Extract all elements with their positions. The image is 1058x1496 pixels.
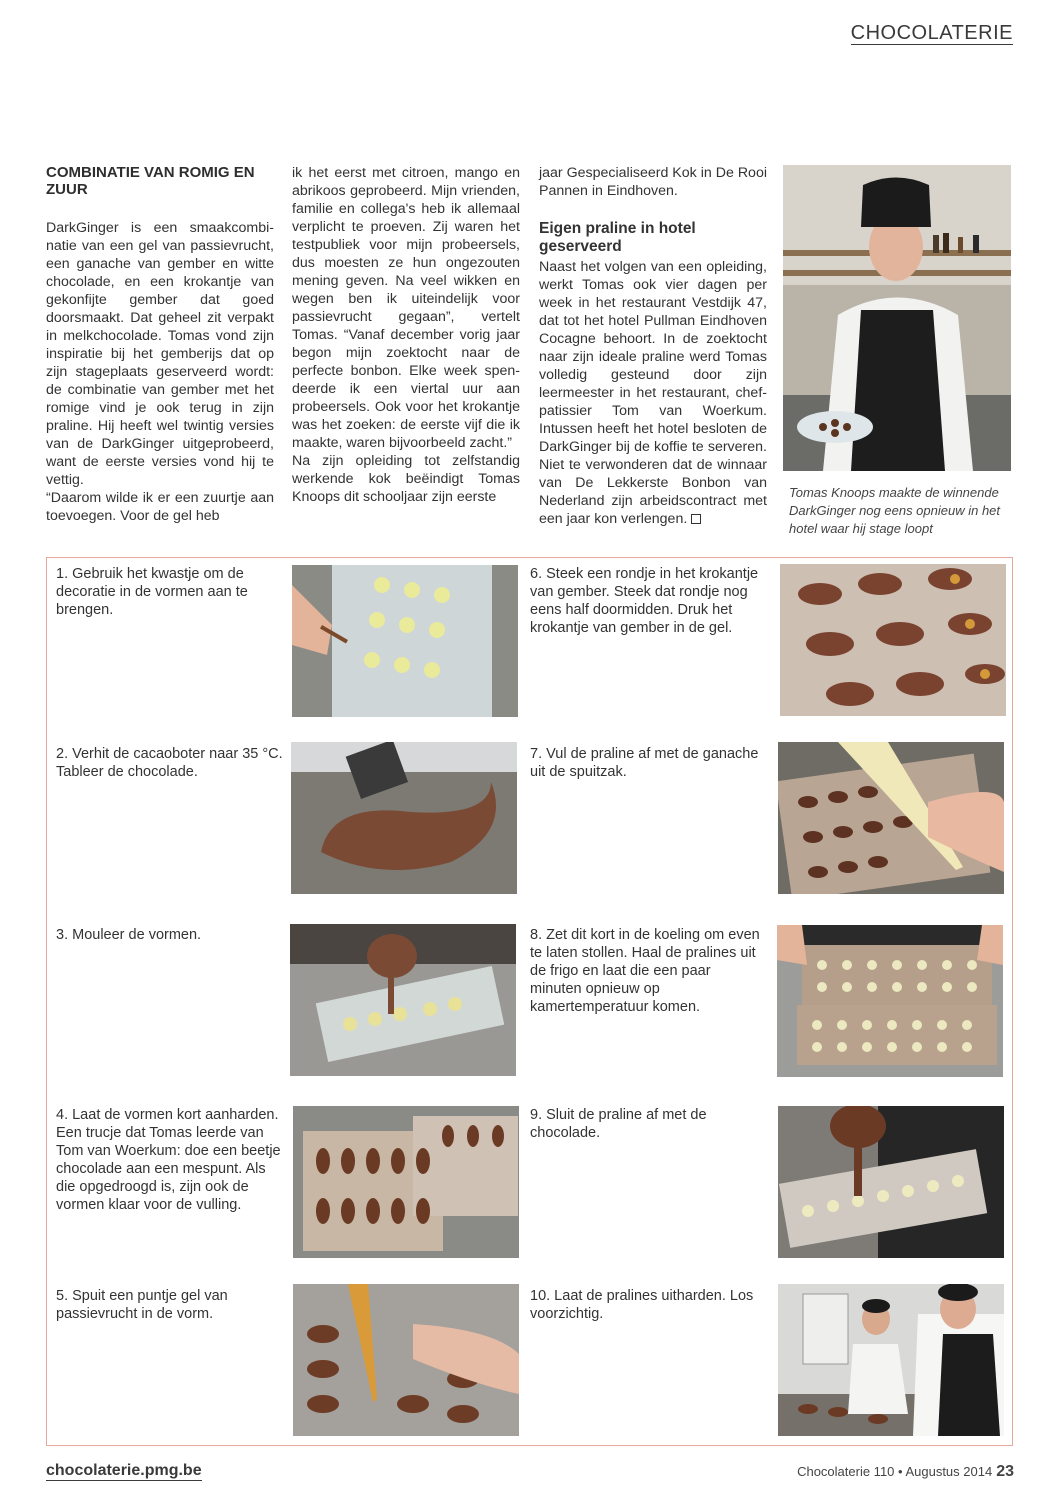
chef-portrait-photo <box>783 165 1011 471</box>
step-10-photo <box>778 1284 1004 1436</box>
step-9-photo <box>778 1106 1004 1258</box>
footer-website-link[interactable]: chocolaterie.pmg.be <box>46 1462 202 1479</box>
step-10-text: 10. Laat de pralines uitharden. Los voorzichtig. <box>530 1288 754 1322</box>
step-9-text: 9. Sluit de praline af met de chocolade. <box>530 1107 707 1141</box>
article-heading: COMBINATIE VAN ROMIG EN ZUUR <box>46 164 255 198</box>
article-paragraph: jaar Gespecialiseerd Kok in De Rooi Pannen in Eindhoven. <box>539 165 767 199</box>
step-2-text: 2. Verhit de cacaoboter naar 35 °C. Tableer de chocolade. <box>56 746 283 780</box>
step-1-photo <box>292 565 518 717</box>
step-7-photo <box>778 742 1004 894</box>
footer-issue-info <box>797 1463 1014 1481</box>
step-5-photo <box>293 1284 519 1436</box>
article-paragraph: ik het eerst met citroen, mango en abrikoos geprobeerd. Mijn vrienden, familie en collega's heb ik allemaal verplicht te proeven. Zij waren het testpubliek voor mijn probeersels, dus moesten ze hun ongezouten mening geven. Na veel wikken en wegen ben ik uiteindelijk voor passievrucht gegaan”, vertelt Tomas. “Vanaf december vorig jaar begon mijn zoektocht naar de perfecte bonbon. Elke week spendeerde ik een viertal uur aan probeersels. Ook voor het krokantje was het zoeken: de eerste vijf die ik maakte, waren bijvoorbeeld zacht.” <box>292 165 520 451</box>
article-column-1 <box>46 164 274 525</box>
article-paragraph: DarkGinger is een smaakcombinatie van een gel van passievrucht, een ganache van gember en witte chocolade, en een krokantje van gekonfijte gember dat goed doorsmaakt. Dat geheel zit verpakt in melkchocolade. Tomas vond zijn inspiratie bij het gemberijs dat op zijn stageplaats geserveerd wordt: de combinatie van gember met het romige vind je ook terug in zijn praline. Hij heeft wel twintig versies van de DarkGinger uitgeprobeerd, want de eerste versies vond hij te vettig. <box>46 220 274 488</box>
page-number: 23 <box>996 1463 1014 1480</box>
step-4-text: 4. Laat de vormen kort aanharden. Een trucje dat Tomas leerde van Tom van Woerkum: doe een beetje chocolade aan een mespunt. Als die opgedroogd is, zijn ook de vormen klaar voor de vulling. <box>56 1107 281 1213</box>
step-5-text: 5. Spuit een puntje gel van passievrucht in de vorm. <box>56 1288 228 1322</box>
footer-issue: Chocolaterie 110 • Augustus 2014 <box>797 1464 993 1479</box>
step-1-text: 1. Gebruik het kwastje om de decoratie in de vormen aan te brengen. <box>56 566 248 618</box>
step-7-text: 7. Vul de praline af met de ganache uit de spuitzak. <box>530 746 759 780</box>
article-column-2 <box>292 164 520 506</box>
step-6-text: 6. Steek een rondje in het krokantje van gember. Steek dat rondje nog eens half doormidden. Druk het krokantje van gember in de gel. <box>530 566 759 636</box>
photo-caption: Tomas Knoops maakte de winnende DarkGinger nog eens opnieuw in het hotel waar hij stage loopt <box>789 485 1001 536</box>
article-paragraph: Na zijn opleiding tot zelfstandig werkende kok beëindigt Tomas Knoops dit schooljaar zijn eerste <box>292 453 520 505</box>
article-subheading: Eigen praline in hotel geserveerd <box>539 220 696 255</box>
step-3-text: 3. Mouleer de vormen. <box>56 927 202 943</box>
step-6-photo <box>780 564 1006 716</box>
article-paragraph-final <box>539 258 767 528</box>
section-label: CHOCOLATERIE <box>850 22 1013 44</box>
article-paragraph: “Daarom wilde ik er een zuurtje aan toevoegen. Voor de gel heb <box>46 490 274 524</box>
step-3-photo <box>290 924 516 1076</box>
article-paragraph: Naast het volgen van een opleiding, werkt Tomas ook vier dagen per week in het restaurant Vestdijk 47, dat tot het hotel Pullman Eindhoven Cocagne behoort. In de zoektocht naar zijn ideale praline werd Tomas volledig gesteund door zijn leermeester in het restaurant, chef-patissier Tom van Woerkum. Intussen heeft het hotel besloten de DarkGinger bij de koffie te serveren. Niet te verwonderen dat de winnaar van De Lekkerste Bonbon van Nederland zijn arbeidscontract met een jaar kon verlengen. <box>539 259 767 527</box>
step-2-photo <box>291 742 517 894</box>
end-mark-icon <box>691 514 701 524</box>
article-column-3 <box>539 164 767 528</box>
step-4-photo <box>293 1106 519 1258</box>
step-8-photo <box>777 925 1003 1077</box>
step-8-text: 8. Zet dit kort in de koeling om even te laten stollen. Haal de pralines uit de frigo en laat die een paar minuten opnieuw op kamertemperatuur komen. <box>530 927 760 1015</box>
